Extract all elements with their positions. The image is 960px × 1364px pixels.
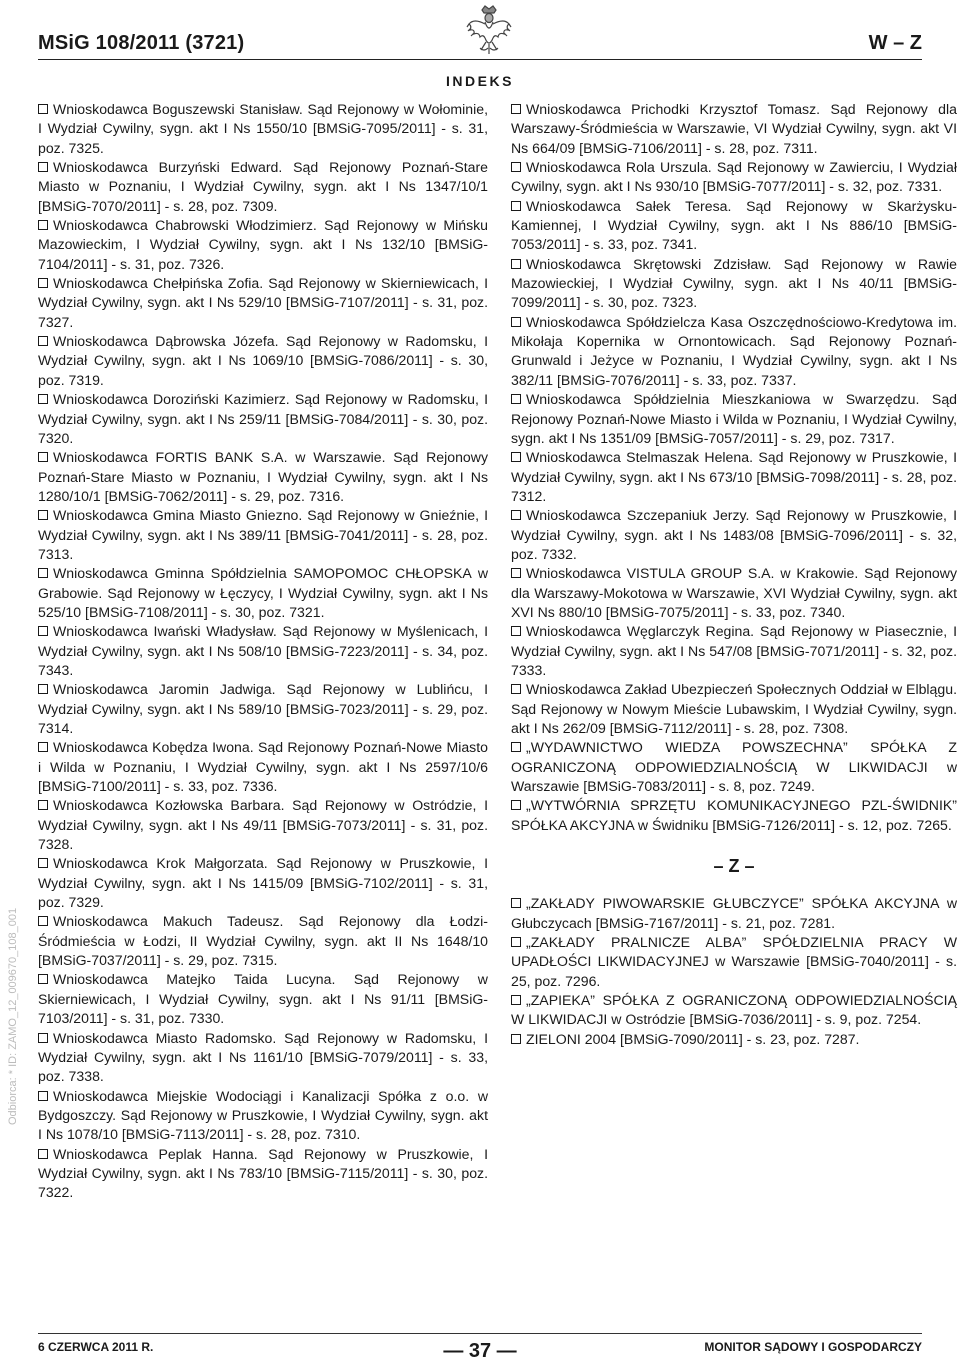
entry-text: „ZAKŁADY PIWOWARSKIE GŁUBCZYCE” SPÓŁKA AKCYJNA w Głubczycach [BMSiG-7167/2011] - s. 21, poz. 7281. <box>511 895 957 931</box>
index-entry <box>38 680 488 738</box>
checkbox-square-icon <box>511 937 521 947</box>
entry-text: Wnioskodawca Doroziński Kazimierz. Sąd Rejonowy w Radomsku, I Wydział Cywilny, sygn. akt I Ns 259/11 [BMSiG-7084/2011] - s. 30, poz. 7320. <box>38 391 488 446</box>
index-entry <box>511 680 957 738</box>
entry-text: Wnioskodawca Szczepaniuk Jerzy. Sąd Rejonowy w Pruszkowie, I Wydział Cywilny, sygn. akt I Ns 1483/08 [BMSiG-7096/2011] - s. 32, poz. 7332. <box>511 507 957 562</box>
checkbox-square-icon <box>38 104 48 114</box>
index-entry <box>38 332 488 390</box>
index-entry <box>38 448 488 506</box>
entry-text: „WYDAWNICTWO WIEDZA POWSZECHNA” SPÓŁKA Z OGRANICZONĄ ODPOWIEDZIALNOŚCIĄ W LIKWIDACJI w Warszawie [BMSiG-7083/2011] - s. 8, poz. 7249. <box>511 739 957 795</box>
checkbox-square-icon <box>38 336 48 346</box>
checkbox-square-icon <box>511 800 521 810</box>
checkbox-square-icon <box>38 684 48 694</box>
index-entry <box>38 622 488 680</box>
index-entry <box>38 100 488 158</box>
index-entry <box>511 313 957 390</box>
checkbox-square-icon <box>38 858 48 868</box>
entry-text: Wnioskodawca Miasto Radomsko. Sąd Rejonowy w Radomsku, I Wydział Cywilny, sygn. akt I Ns 1161/10 [BMSiG-7079/2011] - s. 33, poz. 7338. <box>38 1029 488 1085</box>
entry-text: Wnioskodawca Dąbrowska Józefa. Sąd Rejonowy w Radomsku, I Wydział Cywilny, sygn. akt I Ns 1069/10 [BMSiG-7086/2011] - s. 30, poz. 7319. <box>38 333 488 388</box>
recipient-watermark: Odbiorca: * ID: ZAMO_12_009670_108_001 <box>7 907 19 1125</box>
index-entry <box>38 274 488 332</box>
index-entry <box>38 564 488 622</box>
index-entry <box>38 158 488 216</box>
alphabet-range: W – Z <box>868 32 922 54</box>
checkbox-square-icon <box>511 259 521 269</box>
index-entry <box>511 506 957 564</box>
index-entry <box>38 390 488 448</box>
section-heading-z: – Z – <box>713 856 755 877</box>
entry-text: Wnioskodawca Jaromin Jadwiga. Sąd Rejonowy w Lublińcu, I Wydział Cywilny, sygn. akt I Ns 589/10 [BMSiG-7023/2011] - s. 29, poz. 7314. <box>38 681 488 736</box>
index-entry <box>511 991 957 1030</box>
checkbox-square-icon <box>511 626 521 636</box>
page-number: — 37 — <box>443 1340 517 1362</box>
entry-text: Wnioskodawca Iwański Władysław. Sąd Rejonowy w Myślenicach, I Wydział Cywilny, sygn. akt I Ns 508/10 [BMSiG-7223/2011] - s. 34, poz. 7343. <box>38 623 488 678</box>
checkbox-square-icon <box>511 104 521 114</box>
checkbox-square-icon <box>511 394 521 404</box>
checkbox-square-icon <box>511 452 521 462</box>
publication-name: MONITOR SĄDOWY I GOSPODARCZY <box>704 1340 922 1354</box>
entry-text: Wnioskodawca Stelmaszak Helena. Sąd Rejonowy w Pruszkowie, I Wydział Cywilny, sygn. akt I Ns 673/10 [BMSiG-7098/2011] - s. 28, poz. 7312. <box>511 449 957 504</box>
issue-date: 6 CZERWCA 2011 R. <box>38 1340 154 1354</box>
entry-text: Wnioskodawca Miejskie Wodociągi i Kanalizacji Spółka z o.o. w Bydgoszczy. Sąd Rejonowy w Pruszkowie, I Wydział Cywilny, sygn. akt I Ns 1078/10 [BMSiG-7113/2011] - s. 28, poz. 7310. <box>38 1087 488 1143</box>
index-entry <box>38 216 488 274</box>
index-entry <box>511 448 957 506</box>
index-entry <box>511 933 957 991</box>
index-entry <box>511 796 957 835</box>
entry-text: Wnioskodawca Makuch Tadeusz. Sąd Rejonowy dla Łodzi-Śródmieścia w Łodzi, II Wydział Cywilny, sygn. akt II Ns 1648/10 [BMSiG-7037/2011] - s. 29, poz. 7315. <box>38 913 488 969</box>
entry-text: Wnioskodawca Boguszewski Stanisław. Sąd Rejonowy w Wołominie, I Wydział Cywilny, sygn. akt I Ns 1550/10 [BMSiG-7095/2011] - s. 31, poz. 7325. <box>38 101 488 156</box>
eagle-emblem-icon <box>466 4 512 56</box>
checkbox-square-icon <box>38 220 48 230</box>
index-entry <box>511 564 957 622</box>
checkbox-square-icon <box>38 510 48 520</box>
checkbox-square-icon <box>511 201 521 211</box>
index-entry <box>511 894 957 933</box>
entry-text: Wnioskodawca Burzyński Edward. Sąd Rejonowy Poznań-Stare Miasto w Poznaniu, I Wydział Cywilny, sygn. akt I Ns 1347/10/1 [BMSiG-7070/2011] - s. 28, poz. 7309. <box>38 159 488 214</box>
entry-text: Wnioskodawca Gmina Miasto Gniezno. Sąd Rejonowy w Gnieźnie, I Wydział Cywilny, sygn. akt I Ns 389/11 [BMSiG-7041/2011] - s. 28, poz. 7313. <box>38 507 488 562</box>
index-entry <box>38 796 488 854</box>
entry-text: „WYTWÓRNIA SPRZĘTU KOMUNIKACYJNEGO PZL-ŚWIDNIK” SPÓŁKA AKCYJNA w Świdniku [BMSiG-7126/2011] - s. 12, poz. 7265. <box>511 797 957 833</box>
journal-issue: MSiG 108/2011 (3721) <box>38 32 245 54</box>
checkbox-square-icon <box>38 162 48 172</box>
index-entry <box>511 158 957 197</box>
checkbox-square-icon <box>38 742 48 752</box>
index-entry <box>511 197 957 255</box>
checkbox-square-icon <box>38 568 48 578</box>
checkbox-square-icon <box>511 317 521 327</box>
right-column <box>511 100 957 1049</box>
entry-text: ZIELONI 2004 [BMSiG-7090/2011] - s. 23, poz. 7287. <box>526 1030 860 1047</box>
entry-text: Wnioskodawca Spółdzielcza Kasa Oszczędnościowo-Kredytowa im. Mikołaja Kopernika w Ornontowicach. Sąd Rejonowy Poznań-Grunwald i Jeżyce w Poznaniu, I Wydział Cywilny, sygn. akt I Ns 382/11 [BMSiG-7076/2011] - s. 33, poz. 7337. <box>511 313 957 388</box>
entry-text: Wnioskodawca Spółdzielnia Mieszkaniowa w Swarzędzu. Sąd Rejonowy Poznań-Nowe Miasto i Wilda w Poznaniu, I Wydział Cywilny, sygn. akt I Ns 1351/09 [BMSiG-7057/2011] - s. 29, poz. 7317. <box>511 391 957 446</box>
entry-text: Wnioskodawca VISTULA GROUP S.A. w Krakowie. Sąd Rejonowy dla Warszawy-Mokotowa w Warszawie, XVI Wydział Cywilny, sygn. akt XVI Ns 880/10 [BMSiG-7075/2011] - s. 33, poz. 7340. <box>511 565 957 620</box>
entry-text: „ZAPIEKA” SPÓŁKA Z OGRANICZONĄ ODPOWIEDZIALNOŚCIĄ W LIKWIDACJI w Ostródzie [BMSiG-7036/2011] - s. 9, poz. 7254. <box>511 992 957 1028</box>
entry-text: Wnioskodawca Matejko Taida Lucyna. Sąd Rejonowy w Skierniewicach, I Wydział Cywilny, sygn. akt I Ns 91/11 [BMSiG-7103/2011] - s. 31, poz. 7330. <box>38 971 488 1027</box>
checkbox-square-icon <box>511 510 521 520</box>
checkbox-square-icon <box>511 568 521 578</box>
entry-text: Wnioskodawca Chabrowski Włodzimierz. Sąd Rejonowy w Mińsku Mazowieckim, I Wydział Cywilny, sygn. akt I Ns 132/10 [BMSiG-7104/2011] - s. 31, poz. 7326. <box>38 217 488 272</box>
checkbox-square-icon <box>38 974 48 984</box>
header-rule <box>38 59 922 60</box>
index-entry <box>38 970 488 1028</box>
entry-text: Wnioskodawca Prichodki Krzysztof Tomasz. Sąd Rejonowy dla Warszawy-Śródmieścia w Warszawie, VI Wydział Cywilny, sygn. akt VI Ns 664/09 [BMSiG-7106/2011] - s. 28, poz. 7311. <box>511 101 957 156</box>
index-entry <box>511 100 957 158</box>
checkbox-square-icon <box>511 162 521 172</box>
entry-text: Wnioskodawca Gminna Spółdzielnia SAMOPOMOC CHŁOPSKA w Grabowie. Sąd Rejonowy w Łęczycy, I Wydział Cywilny, sygn. akt I Ns 525/10 [BMSiG-7108/2011] - s. 30, poz. 7321. <box>38 565 488 620</box>
checkbox-square-icon <box>38 452 48 462</box>
index-title: INDEKS <box>446 73 514 89</box>
checkbox-square-icon <box>38 1033 48 1043</box>
entry-text: „ZAKŁADY PRALNICZE ALBA” SPÓŁDZIELNIA PRACY W UPADŁOŚCI LIKWIDACYJNEJ w Warszawie [BMSiG-7040/2011] - s. 25, poz. 7296. <box>511 934 957 989</box>
entry-text: Wnioskodawca Kozłowska Barbara. Sąd Rejonowy w Ostródzie, I Wydział Cywilny, sygn. akt I Ns 49/11 [BMSiG-7073/2011] - s. 31, poz. 7328. <box>38 797 488 853</box>
checkbox-square-icon <box>38 394 48 404</box>
entry-text: Wnioskodawca Krok Małgorzata. Sąd Rejonowy w Pruszkowie, I Wydział Cywilny, sygn. akt I Ns 1415/09 [BMSiG-7102/2011] - s. 31, poz. 7329. <box>38 855 488 911</box>
checkbox-square-icon <box>38 1091 48 1101</box>
entry-text: Wnioskodawca Węglarczyk Regina. Sąd Rejonowy w Piasecznie, I Wydział Cywilny, sygn. akt I Ns 547/08 [BMSiG-7071/2011] - s. 32, poz. 7333. <box>511 623 957 678</box>
entry-text: Wnioskodawca Kobędza Iwona. Sąd Rejonowy Poznań-Nowe Miasto i Wilda w Poznaniu, I Wydział Cywilny, sygn. akt I Ns 2597/10/6 [BMSiG-7100/2011] - s. 33, poz. 7336. <box>38 739 488 795</box>
index-entry <box>38 854 488 912</box>
checkbox-square-icon <box>511 995 521 1005</box>
index-entry <box>511 622 957 680</box>
entry-text: Wnioskodawca FORTIS BANK S.A. w Warszawie. Sąd Rejonowy Poznań-Stare Miasto w Poznaniu, I Wydział Cywilny, sygn. akt I Ns 1280/10/1 [BMSiG-7062/2011] - s. 29, poz. 7316. <box>38 449 488 504</box>
checkbox-square-icon <box>511 1034 521 1044</box>
entry-text: Wnioskodawca Rola Urszula. Sąd Rejonowy w Zawierciu, I Wydział Cywilny, sygn. akt I Ns 930/10 [BMSiG-7077/2011] - s. 32, poz. 7331. <box>511 159 957 195</box>
checkbox-square-icon <box>38 278 48 288</box>
checkbox-square-icon <box>38 1149 48 1159</box>
entry-text: Wnioskodawca Sałek Teresa. Sąd Rejonowy w Skarżysku-Kamiennej, I Wydział Cywilny, sygn. akt I Ns 886/10 [BMSiG-7053/2011] - s. 33, poz. 7341. <box>511 197 957 253</box>
index-entry <box>38 1029 488 1087</box>
checkbox-square-icon <box>511 742 521 752</box>
checkbox-square-icon <box>38 800 48 810</box>
checkbox-square-icon <box>511 684 521 694</box>
entry-text: Wnioskodawca Peplak Hanna. Sąd Rejonowy w Pruszkowie, I Wydział Cywilny, sygn. akt I Ns 783/10 [BMSiG-7115/2011] - s. 30, poz. 7322. <box>38 1145 488 1201</box>
index-entry <box>38 912 488 970</box>
left-column <box>38 100 488 1203</box>
checkbox-square-icon <box>511 898 521 908</box>
index-entry <box>511 255 957 313</box>
index-entry <box>511 390 957 448</box>
index-entry <box>511 1030 957 1049</box>
checkbox-square-icon <box>38 626 48 636</box>
footer-rule <box>38 1333 922 1334</box>
index-entry <box>38 1145 488 1203</box>
checkbox-square-icon <box>38 916 48 926</box>
index-entry <box>38 1087 488 1145</box>
index-entry <box>38 506 488 564</box>
entry-text: Wnioskodawca Chełpińska Zofia. Sąd Rejonowy w Skierniewicach, I Wydział Cywilny, sygn. akt I Ns 529/10 [BMSiG-7107/2011] - s. 31, poz. 7327. <box>38 275 488 330</box>
entry-text: Wnioskodawca Skrętowski Zdzisław. Sąd Rejonowy w Rawie Mazowieckiej, I Wydział Cywilny, sygn. akt I Ns 40/11 [BMSiG-7099/2011] - s. 30, poz. 7323. <box>511 255 957 311</box>
index-entry <box>511 738 957 796</box>
index-entry <box>38 738 488 796</box>
entry-text: Wnioskodawca Zakład Ubezpieczeń Społecznych Oddział w Elblągu. Sąd Rejonowy w Nowym Mieście Lubawskim, I Wydział Cywilny, sygn. akt I Ns 262/09 [BMSiG-7112/2011] - s. 28, poz. 7308. <box>511 681 957 736</box>
